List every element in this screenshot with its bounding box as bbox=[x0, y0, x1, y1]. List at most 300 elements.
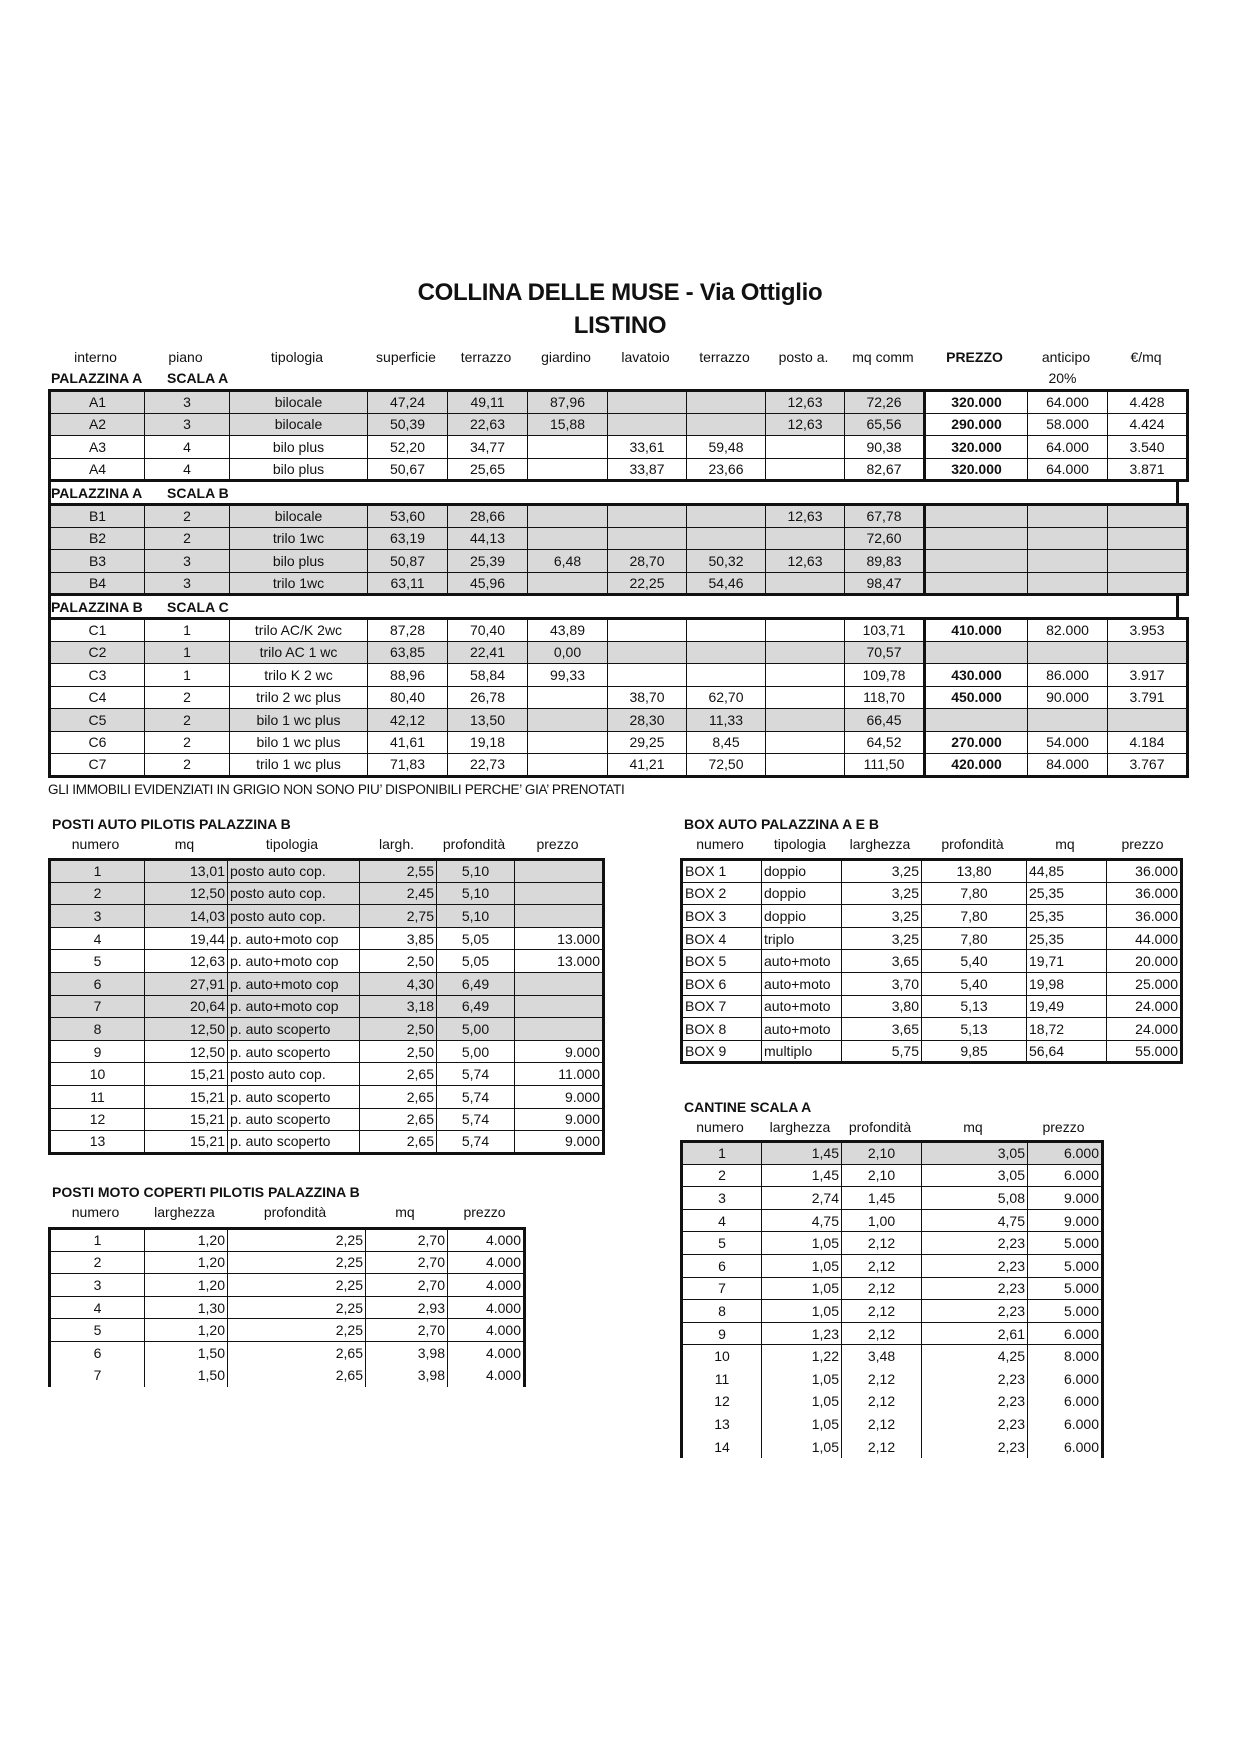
cell-prof: 5,13 bbox=[922, 995, 1027, 1018]
cell-prof: 2,12 bbox=[842, 1435, 922, 1458]
cell-eur_mq bbox=[1108, 505, 1188, 528]
cell-anticipo: 64.000 bbox=[1028, 436, 1108, 459]
cell-tipologia: posto auto cop. bbox=[228, 905, 360, 928]
cell-prof: 5,74 bbox=[437, 1085, 515, 1108]
cell-largh: 1,20 bbox=[145, 1251, 228, 1274]
cell-prezzo bbox=[515, 905, 604, 928]
cell-largh: 1,20 bbox=[145, 1274, 228, 1297]
cell-terrazzo2: 50,32 bbox=[687, 550, 766, 573]
cell-prezzo: 24.000 bbox=[1107, 995, 1182, 1018]
unit-row bbox=[50, 754, 1188, 777]
cell-terrazzo: 19,18 bbox=[448, 731, 528, 754]
cell-largh: 1,05 bbox=[762, 1367, 842, 1390]
cell-prezzo bbox=[925, 641, 1028, 664]
cell-lavatoio bbox=[608, 619, 687, 642]
column-header: numero bbox=[696, 1119, 744, 1135]
document-subtitle: LISTINO bbox=[573, 312, 667, 339]
cell-largh: 3,25 bbox=[842, 927, 922, 950]
cell-largh: 2,65 bbox=[360, 1131, 437, 1154]
cell-terrazzo: 45,96 bbox=[448, 572, 528, 595]
cell-superficie: 88,96 bbox=[368, 664, 448, 687]
cell-prof: 2,12 bbox=[842, 1367, 922, 1390]
cell-prezzo: 320.000 bbox=[925, 391, 1028, 414]
cell-numero: 4 bbox=[50, 927, 145, 950]
cell-mq_comm: 89,83 bbox=[845, 550, 925, 573]
unit-row bbox=[50, 527, 1188, 550]
cell-mq_comm: 64,52 bbox=[845, 731, 925, 754]
cell-interno: C3 bbox=[50, 664, 145, 687]
table-row bbox=[682, 1345, 1103, 1368]
anticipo-percent: 20% bbox=[1048, 370, 1077, 386]
posti-auto-table bbox=[48, 858, 605, 1155]
cell-prezzo: 6.000 bbox=[1028, 1164, 1103, 1187]
cell-giardino: 87,96 bbox=[528, 391, 608, 414]
table-row bbox=[50, 882, 604, 905]
cell-posto bbox=[766, 709, 845, 732]
cell-prof: 2,12 bbox=[842, 1322, 922, 1345]
cell-terrazzo: 25,39 bbox=[448, 550, 528, 573]
column-header: €/mq bbox=[1130, 349, 1162, 365]
cell-prof: 9,85 bbox=[922, 1040, 1027, 1063]
cell-anticipo: 64.000 bbox=[1028, 391, 1108, 414]
cell-numero: 9 bbox=[50, 1040, 145, 1063]
cell-piano: 2 bbox=[145, 527, 230, 550]
cell-prof: 13,80 bbox=[922, 860, 1027, 883]
cell-numero: BOX 9 bbox=[682, 1040, 762, 1063]
cell-prof: 6,49 bbox=[437, 972, 515, 995]
cell-terrazzo2: 11,33 bbox=[687, 709, 766, 732]
cell-tipologia: bilo 1 wc plus bbox=[230, 731, 368, 754]
cell-prezzo bbox=[515, 860, 604, 883]
cell-superficie: 63,11 bbox=[368, 572, 448, 595]
column-header: tipologia bbox=[265, 836, 319, 852]
table-row bbox=[682, 927, 1182, 950]
cell-prof: 2,12 bbox=[842, 1232, 922, 1255]
cell-tipologia: bilocale bbox=[230, 391, 368, 414]
table-row bbox=[50, 1251, 525, 1274]
cell-numero: 5 bbox=[50, 950, 145, 973]
cell-mq_comm: 72,60 bbox=[845, 527, 925, 550]
cell-largh: 2,50 bbox=[360, 1040, 437, 1063]
cell-tipologia: bilo 1 wc plus bbox=[230, 709, 368, 732]
column-header: tipologia bbox=[773, 836, 827, 852]
cell-largh: 1,50 bbox=[145, 1364, 228, 1387]
cell-terrazzo2: 23,66 bbox=[687, 458, 766, 481]
cell-numero: 12 bbox=[50, 1108, 145, 1131]
cell-prezzo: 4.000 bbox=[448, 1364, 525, 1387]
cell-tipologia: p. auto scoperto bbox=[228, 1108, 360, 1131]
cell-prezzo bbox=[925, 505, 1028, 528]
cell-tipologia: bilo plus bbox=[230, 436, 368, 459]
cell-terrazzo: 22,63 bbox=[448, 413, 528, 436]
table-row bbox=[50, 927, 604, 950]
cell-tipologia: posto auto cop. bbox=[228, 1063, 360, 1086]
cell-mq: 15,21 bbox=[145, 1085, 228, 1108]
cell-numero: 6 bbox=[50, 1341, 145, 1364]
cell-numero: 13 bbox=[50, 1131, 145, 1154]
cell-interno: B1 bbox=[50, 505, 145, 528]
table-row bbox=[682, 1164, 1103, 1187]
posti-moto-table bbox=[48, 1227, 526, 1387]
cell-mq: 12,63 bbox=[145, 950, 228, 973]
cell-lavatoio: 22,25 bbox=[608, 572, 687, 595]
table-row bbox=[682, 1435, 1103, 1458]
cell-numero: BOX 3 bbox=[682, 905, 762, 928]
cell-superficie: 47,24 bbox=[368, 391, 448, 414]
cell-prof: 5,00 bbox=[437, 1018, 515, 1041]
cell-tipologia: p. auto scoperto bbox=[228, 1018, 360, 1041]
table-row bbox=[682, 1413, 1103, 1436]
unit-row bbox=[50, 413, 1188, 436]
table-row bbox=[682, 972, 1182, 995]
cell-tipologia: bilocale bbox=[230, 505, 368, 528]
cell-mq: 2,23 bbox=[922, 1390, 1028, 1413]
cell-tipologia: auto+moto bbox=[762, 950, 842, 973]
cell-terrazzo: 58,84 bbox=[448, 664, 528, 687]
cell-anticipo: 84.000 bbox=[1028, 754, 1108, 777]
cell-prezzo: 9.000 bbox=[515, 1108, 604, 1131]
cell-numero: 3 bbox=[682, 1187, 762, 1210]
cell-mq: 13,01 bbox=[145, 860, 228, 883]
cell-largh: 5,75 bbox=[842, 1040, 922, 1063]
section-scala: SCALA C bbox=[167, 599, 229, 615]
table-row bbox=[50, 1085, 604, 1108]
cell-mq: 19,49 bbox=[1027, 995, 1107, 1018]
unit-row bbox=[50, 436, 1188, 459]
cell-prezzo: 9.000 bbox=[515, 1131, 604, 1154]
column-header: prezzo bbox=[536, 836, 579, 852]
table-row bbox=[682, 1018, 1182, 1041]
column-header: mq bbox=[963, 1119, 983, 1135]
cell-tipologia: trilo AC 1 wc bbox=[230, 641, 368, 664]
cell-largh: 2,50 bbox=[360, 950, 437, 973]
cell-posto bbox=[766, 458, 845, 481]
cell-prezzo bbox=[925, 550, 1028, 573]
cell-posto: 12,63 bbox=[766, 505, 845, 528]
cell-prezzo: 4.000 bbox=[448, 1229, 525, 1252]
cell-mq: 3,05 bbox=[922, 1164, 1028, 1187]
cell-numero: BOX 7 bbox=[682, 995, 762, 1018]
cell-prezzo: 6.000 bbox=[1028, 1390, 1103, 1413]
cell-eur_mq bbox=[1108, 550, 1188, 573]
cell-tipologia: doppio bbox=[762, 882, 842, 905]
cell-interno: C5 bbox=[50, 709, 145, 732]
cell-tipologia: trilo K 2 wc bbox=[230, 664, 368, 687]
cell-largh: 4,75 bbox=[762, 1209, 842, 1232]
cell-terrazzo: 34,77 bbox=[448, 436, 528, 459]
cell-piano: 1 bbox=[145, 619, 230, 642]
cell-largh: 2,74 bbox=[762, 1187, 842, 1210]
cell-lavatoio: 33,87 bbox=[608, 458, 687, 481]
cell-piano: 3 bbox=[145, 550, 230, 573]
cell-posto: 12,63 bbox=[766, 391, 845, 414]
column-header: larghezza bbox=[849, 836, 911, 852]
cell-prezzo bbox=[925, 709, 1028, 732]
cell-prezzo: 5.000 bbox=[1028, 1254, 1103, 1277]
cell-anticipo bbox=[1028, 572, 1108, 595]
cell-lavatoio bbox=[608, 413, 687, 436]
cell-giardino bbox=[528, 505, 608, 528]
table-row bbox=[682, 950, 1182, 973]
cell-prezzo: 5.000 bbox=[1028, 1300, 1103, 1323]
cell-terrazzo2: 62,70 bbox=[687, 686, 766, 709]
column-header: profondità bbox=[263, 1204, 327, 1220]
column-header: giardino bbox=[541, 349, 591, 365]
cell-superficie: 50,39 bbox=[368, 413, 448, 436]
cell-terrazzo: 26,78 bbox=[448, 686, 528, 709]
box-auto-table bbox=[680, 858, 1183, 1064]
cell-tipologia: p. auto+moto cop bbox=[228, 995, 360, 1018]
cell-terrazzo2 bbox=[687, 413, 766, 436]
cell-eur_mq bbox=[1108, 572, 1188, 595]
cell-mq_comm: 70,57 bbox=[845, 641, 925, 664]
cell-lavatoio: 28,70 bbox=[608, 550, 687, 573]
cell-numero: 13 bbox=[682, 1413, 762, 1436]
cell-largh: 3,25 bbox=[842, 860, 922, 883]
cell-prof: 1,45 bbox=[842, 1187, 922, 1210]
cell-anticipo: 54.000 bbox=[1028, 731, 1108, 754]
table-row bbox=[50, 1229, 525, 1252]
cell-largh: 3,65 bbox=[842, 950, 922, 973]
column-header: profondità bbox=[442, 836, 506, 852]
cell-interno: C6 bbox=[50, 731, 145, 754]
table-row bbox=[50, 950, 604, 973]
column-header: mq comm bbox=[852, 349, 914, 365]
table-row bbox=[682, 1390, 1103, 1413]
cell-prezzo: 4.000 bbox=[448, 1319, 525, 1342]
cell-anticipo bbox=[1028, 709, 1108, 732]
cell-interno: C2 bbox=[50, 641, 145, 664]
cell-prof: 5,40 bbox=[922, 950, 1027, 973]
cell-mq: 25,35 bbox=[1027, 882, 1107, 905]
section-palazzina: PALAZZINA A bbox=[51, 485, 143, 501]
cell-largh: 2,45 bbox=[360, 882, 437, 905]
cell-numero: 1 bbox=[50, 1229, 145, 1252]
column-header: mq bbox=[395, 1204, 415, 1220]
cell-prof: 5,05 bbox=[437, 927, 515, 950]
table-row bbox=[50, 1063, 604, 1086]
cell-numero: 2 bbox=[50, 882, 145, 905]
table-row bbox=[682, 905, 1182, 928]
cell-prof: 3,48 bbox=[842, 1345, 922, 1368]
cell-eur_mq: 3.871 bbox=[1108, 458, 1188, 481]
unit-row bbox=[50, 731, 1188, 754]
cell-prezzo: 6.000 bbox=[1028, 1367, 1103, 1390]
cell-prezzo: 410.000 bbox=[925, 619, 1028, 642]
column-header: terrazzo bbox=[460, 349, 512, 365]
cell-posto: 12,63 bbox=[766, 413, 845, 436]
cell-numero: 6 bbox=[50, 972, 145, 995]
cell-largh: 1,45 bbox=[762, 1142, 842, 1165]
cell-interno: A1 bbox=[50, 391, 145, 414]
cell-prezzo: 5.000 bbox=[1028, 1277, 1103, 1300]
cell-posto bbox=[766, 619, 845, 642]
cell-prof: 2,65 bbox=[228, 1364, 366, 1387]
cell-largh: 3,18 bbox=[360, 995, 437, 1018]
column-header: numero bbox=[696, 836, 744, 852]
cell-prezzo: 4.000 bbox=[448, 1251, 525, 1274]
cell-mq: 3,05 bbox=[922, 1142, 1028, 1165]
cell-tipologia: multiplo bbox=[762, 1040, 842, 1063]
main-price-list bbox=[48, 367, 1179, 799]
cell-largh: 1,50 bbox=[145, 1341, 228, 1364]
column-header: largh. bbox=[378, 836, 415, 852]
cell-prof: 2,12 bbox=[842, 1390, 922, 1413]
cell-largh: 3,25 bbox=[842, 882, 922, 905]
cell-numero: 1 bbox=[682, 1142, 762, 1165]
cell-anticipo: 82.000 bbox=[1028, 619, 1108, 642]
cell-prezzo: 290.000 bbox=[925, 413, 1028, 436]
column-header: superficie bbox=[376, 349, 436, 365]
cell-posto bbox=[766, 641, 845, 664]
cell-largh: 4,30 bbox=[360, 972, 437, 995]
cell-posto bbox=[766, 664, 845, 687]
cell-terrazzo2 bbox=[687, 664, 766, 687]
table-row bbox=[682, 1232, 1103, 1255]
cell-lavatoio: 33,61 bbox=[608, 436, 687, 459]
cell-tipologia: p. auto scoperto bbox=[228, 1085, 360, 1108]
table-row bbox=[50, 1341, 525, 1364]
cell-mq: 4,75 bbox=[922, 1209, 1028, 1232]
cell-eur_mq: 3.917 bbox=[1108, 664, 1188, 687]
cell-piano: 2 bbox=[145, 505, 230, 528]
cell-tipologia: trilo 1 wc plus bbox=[230, 754, 368, 777]
cell-interno: A4 bbox=[50, 458, 145, 481]
cell-largh: 1,05 bbox=[762, 1277, 842, 1300]
cell-prezzo: 8.000 bbox=[1028, 1345, 1103, 1368]
posti-auto-title: POSTI AUTO PILOTIS PALAZZINA B bbox=[52, 816, 291, 832]
column-header: profondità bbox=[941, 836, 1004, 852]
cell-numero: 3 bbox=[50, 1274, 145, 1297]
cell-superficie: 52,20 bbox=[368, 436, 448, 459]
cell-numero: 3 bbox=[50, 905, 145, 928]
cell-superficie: 50,67 bbox=[368, 458, 448, 481]
section-table bbox=[48, 617, 1189, 778]
cell-anticipo: 86.000 bbox=[1028, 664, 1108, 687]
cell-mq: 2,23 bbox=[922, 1254, 1028, 1277]
cell-terrazzo2 bbox=[687, 641, 766, 664]
cell-prof: 2,12 bbox=[842, 1300, 922, 1323]
cell-prof: 2,25 bbox=[228, 1274, 366, 1297]
cell-prof: 5,10 bbox=[437, 905, 515, 928]
cell-largh: 1,20 bbox=[145, 1319, 228, 1342]
cell-prof: 5,05 bbox=[437, 950, 515, 973]
cell-interno: C7 bbox=[50, 754, 145, 777]
cell-mq: 2,61 bbox=[922, 1322, 1028, 1345]
cell-mq: 3,98 bbox=[366, 1364, 448, 1387]
unit-row bbox=[50, 458, 1188, 481]
cell-posto bbox=[766, 572, 845, 595]
table-row bbox=[50, 1274, 525, 1297]
unit-row bbox=[50, 572, 1188, 595]
cell-lavatoio bbox=[608, 505, 687, 528]
cell-prezzo bbox=[515, 972, 604, 995]
cell-largh: 2,50 bbox=[360, 1018, 437, 1041]
cell-mq: 27,91 bbox=[145, 972, 228, 995]
cell-piano: 2 bbox=[145, 709, 230, 732]
cell-numero: 10 bbox=[50, 1063, 145, 1086]
cell-mq_comm: 103,71 bbox=[845, 619, 925, 642]
cell-prof: 7,80 bbox=[922, 927, 1027, 950]
section-label bbox=[48, 367, 1179, 389]
cell-prof: 2,12 bbox=[842, 1413, 922, 1436]
cell-largh: 2,55 bbox=[360, 860, 437, 883]
table-row bbox=[50, 1364, 525, 1387]
cell-prezzo bbox=[925, 527, 1028, 550]
cell-largh: 1,20 bbox=[145, 1229, 228, 1252]
cell-terrazzo2: 54,46 bbox=[687, 572, 766, 595]
cell-terrazzo2 bbox=[687, 527, 766, 550]
cell-prezzo: 4.000 bbox=[448, 1341, 525, 1364]
cell-numero: 11 bbox=[50, 1085, 145, 1108]
cell-eur_mq: 4.184 bbox=[1108, 731, 1188, 754]
cell-posto bbox=[766, 754, 845, 777]
cell-numero: 1 bbox=[50, 860, 145, 883]
cell-eur_mq bbox=[1108, 641, 1188, 664]
cell-prezzo: 420.000 bbox=[925, 754, 1028, 777]
cell-terrazzo2: 8,45 bbox=[687, 731, 766, 754]
cell-prezzo: 6.000 bbox=[1028, 1322, 1103, 1345]
cell-mq: 3,98 bbox=[366, 1341, 448, 1364]
cell-eur_mq: 3.953 bbox=[1108, 619, 1188, 642]
cell-numero: 10 bbox=[682, 1345, 762, 1368]
column-header: larghezza bbox=[769, 1119, 831, 1135]
table-row bbox=[682, 1142, 1103, 1165]
cell-mq: 2,23 bbox=[922, 1413, 1028, 1436]
cell-numero: 7 bbox=[682, 1277, 762, 1300]
cell-numero: 5 bbox=[682, 1232, 762, 1255]
table-row bbox=[50, 972, 604, 995]
cell-interno: C1 bbox=[50, 619, 145, 642]
column-header: posto a. bbox=[778, 349, 829, 365]
table-row bbox=[50, 1131, 604, 1154]
cell-mq_comm: 66,45 bbox=[845, 709, 925, 732]
table-row bbox=[50, 905, 604, 928]
cell-piano: 2 bbox=[145, 731, 230, 754]
table-row bbox=[50, 1040, 604, 1063]
table-row bbox=[682, 1187, 1103, 1210]
cell-tipologia: doppio bbox=[762, 860, 842, 883]
unit-row bbox=[50, 391, 1188, 414]
cell-tipologia: p. auto+moto cop bbox=[228, 972, 360, 995]
cell-largh: 3,85 bbox=[360, 927, 437, 950]
cell-giardino: 99,33 bbox=[528, 664, 608, 687]
cell-anticipo bbox=[1028, 550, 1108, 573]
table-row bbox=[682, 1300, 1103, 1323]
cell-prof: 2,12 bbox=[842, 1254, 922, 1277]
cell-largh: 1,05 bbox=[762, 1435, 842, 1458]
cell-mq: 2,23 bbox=[922, 1300, 1028, 1323]
cell-largh: 2,65 bbox=[360, 1085, 437, 1108]
cell-anticipo: 58.000 bbox=[1028, 413, 1108, 436]
cell-superficie: 63,85 bbox=[368, 641, 448, 664]
cell-terrazzo2 bbox=[687, 391, 766, 414]
cell-tipologia: bilo plus bbox=[230, 550, 368, 573]
cell-prof: 2,10 bbox=[842, 1142, 922, 1165]
cell-prof: 2,25 bbox=[228, 1319, 366, 1342]
table-row bbox=[682, 995, 1182, 1018]
cell-mq_comm: 72,26 bbox=[845, 391, 925, 414]
cell-mq: 12,50 bbox=[145, 882, 228, 905]
cell-mq: 15,21 bbox=[145, 1131, 228, 1154]
cell-anticipo bbox=[1028, 505, 1108, 528]
cell-giardino bbox=[528, 458, 608, 481]
cell-posto: 12,63 bbox=[766, 550, 845, 573]
cell-mq: 2,70 bbox=[366, 1319, 448, 1342]
cell-superficie: 63,19 bbox=[368, 527, 448, 550]
cell-prof: 5,74 bbox=[437, 1131, 515, 1154]
unit-row bbox=[50, 505, 1188, 528]
